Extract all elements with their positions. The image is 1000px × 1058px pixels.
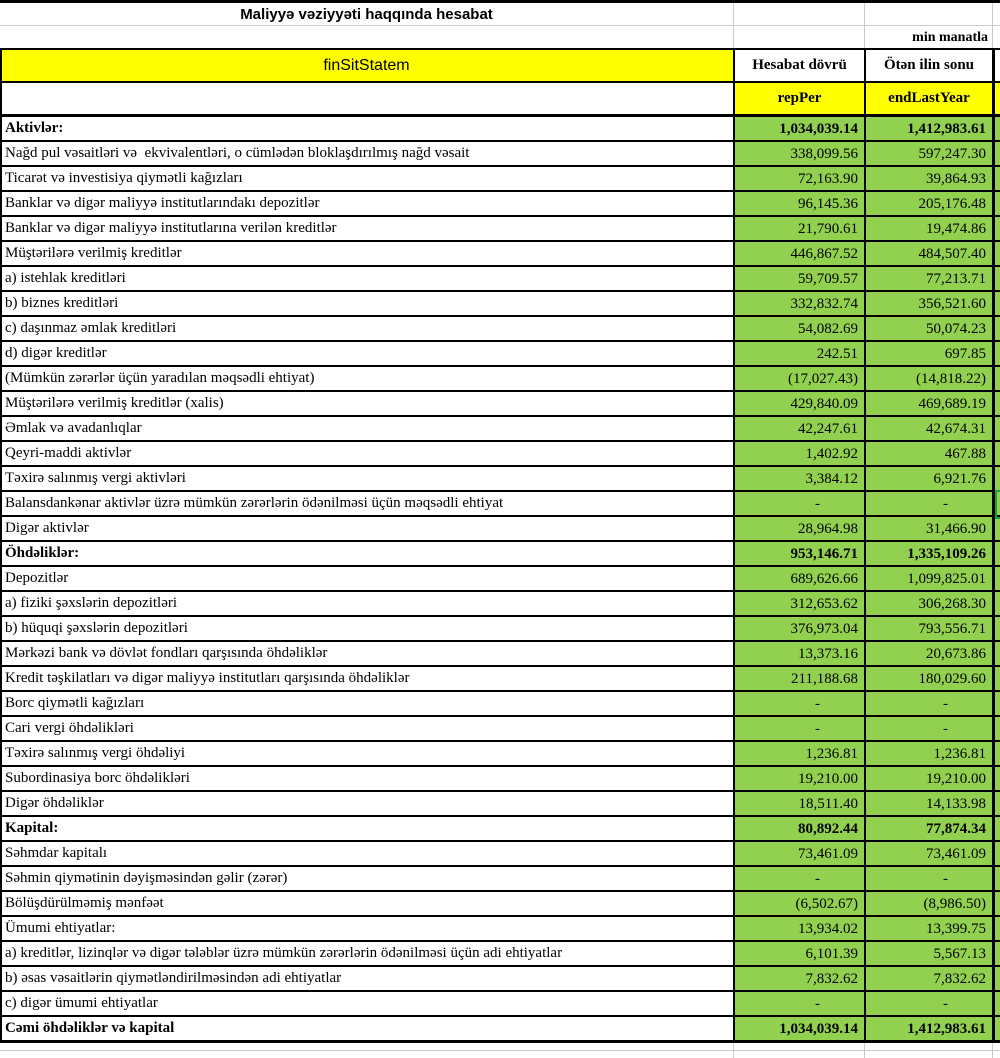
edge-sliver bbox=[992, 842, 1000, 865]
table-row bbox=[0, 942, 1000, 967]
row-label-cell[interactable]: Digər aktivlər bbox=[5, 520, 89, 536]
table-row bbox=[0, 442, 1000, 467]
code-row bbox=[0, 83, 1000, 117]
table-row bbox=[0, 592, 1000, 617]
row-label-cell[interactable]: Ticarət və investisiya qiymətli kağızları bbox=[5, 170, 243, 186]
col-header-report-period[interactable]: Hesabat dövrü bbox=[733, 50, 864, 81]
row-label-cell[interactable]: Bölüşdürülməmiş mənfəət bbox=[5, 895, 164, 911]
edge-sliver bbox=[992, 317, 1000, 340]
value-cell-report-period[interactable]: 1,034,039.14 bbox=[733, 117, 864, 140]
value-cell-end-last-year[interactable]: - bbox=[864, 692, 992, 715]
value-cell-end-last-year[interactable]: 20,673.86 bbox=[864, 642, 992, 665]
value-cell-report-period[interactable]: 3,384.12 bbox=[733, 467, 864, 490]
edge-sliver bbox=[992, 667, 1000, 690]
edge-sliver bbox=[992, 967, 1000, 990]
table-row bbox=[0, 417, 1000, 442]
table-row bbox=[0, 117, 1000, 142]
table-row bbox=[0, 792, 1000, 817]
table-row bbox=[0, 267, 1000, 292]
value-cell-report-period[interactable]: 72,163.90 bbox=[733, 167, 864, 190]
row-label-cell[interactable]: Cəmi öhdəliklər və kapital bbox=[5, 1020, 175, 1036]
table-row bbox=[0, 992, 1000, 1017]
value-cell-report-period[interactable]: (6,502.67) bbox=[733, 892, 864, 915]
table-row bbox=[0, 517, 1000, 542]
value-cell-end-last-year[interactable]: 14,133.98 bbox=[864, 792, 992, 815]
edge-sliver bbox=[992, 992, 1000, 1015]
table-row bbox=[0, 542, 1000, 567]
empty-cell bbox=[0, 83, 733, 114]
row-label-cell[interactable]: Müştərilərə verilmiş kreditlər (xalis) bbox=[5, 395, 224, 411]
gridline bbox=[733, 3, 864, 25]
edge-sliver bbox=[992, 192, 1000, 215]
value-cell-end-last-year[interactable]: 19,210.00 bbox=[864, 767, 992, 790]
col-header-end-last-year[interactable]: Ötən ilin sonu bbox=[864, 50, 992, 81]
form-code-cell[interactable]: finSitStatem bbox=[0, 50, 733, 81]
value-cell-report-period[interactable]: 332,832.74 bbox=[733, 292, 864, 315]
row-label-cell[interactable]: Ümumi ehtiyatlar: bbox=[5, 920, 116, 936]
edge-sliver bbox=[992, 817, 1000, 840]
code-end-last-year[interactable]: endLastYear bbox=[864, 83, 992, 114]
table-row bbox=[0, 167, 1000, 192]
value-cell-report-period[interactable]: 242.51 bbox=[733, 342, 864, 365]
edge-sliver bbox=[992, 142, 1000, 165]
gridline bbox=[992, 3, 1000, 25]
value-cell-report-period[interactable]: 13,373.16 bbox=[733, 642, 864, 665]
table-row bbox=[0, 767, 1000, 792]
table-left-border bbox=[0, 48, 2, 1043]
edge-sliver bbox=[992, 892, 1000, 915]
table-row bbox=[0, 567, 1000, 592]
row-label-cell[interactable]: b) hüquqi şəxslərin depozitləri bbox=[5, 620, 188, 636]
edge-sliver bbox=[992, 567, 1000, 590]
value-cell-end-last-year[interactable]: (14,818.22) bbox=[864, 367, 992, 390]
edge-sliver bbox=[992, 267, 1000, 290]
row-label-cell[interactable]: Digər öhdəliklər bbox=[5, 795, 104, 811]
table-row bbox=[0, 867, 1000, 892]
value-cell-end-last-year[interactable]: 180,029.60 bbox=[864, 667, 992, 690]
value-cell-end-last-year[interactable]: - bbox=[864, 992, 992, 1015]
table-row bbox=[0, 717, 1000, 742]
value-cell-report-period[interactable]: 19,210.00 bbox=[733, 767, 864, 790]
row-label-cell[interactable]: Əmlak və avadanlıqlar bbox=[5, 420, 142, 436]
value-cell-report-period[interactable]: 6,101.39 bbox=[733, 942, 864, 965]
value-cell-end-last-year[interactable]: 77,213.71 bbox=[864, 267, 992, 290]
table-row bbox=[0, 892, 1000, 917]
edge-sliver bbox=[992, 867, 1000, 890]
row-label-cell[interactable]: Depozitlər bbox=[5, 570, 69, 586]
row-label-cell[interactable]: Səhmdar kapitalı bbox=[5, 845, 108, 861]
value-cell-end-last-year[interactable]: 469,689.19 bbox=[864, 392, 992, 415]
code-report-period[interactable]: repPer bbox=[733, 83, 864, 114]
edge-sliver bbox=[992, 442, 1000, 465]
value-cell-end-last-year[interactable]: 6,921.76 bbox=[864, 467, 992, 490]
value-cell-report-period[interactable]: - bbox=[733, 492, 864, 515]
table-row bbox=[0, 692, 1000, 717]
table-row bbox=[0, 392, 1000, 417]
row-label-cell[interactable]: Borc qiymətli kağızları bbox=[5, 695, 145, 711]
value-cell-end-last-year[interactable]: 31,466.90 bbox=[864, 517, 992, 540]
value-cell-report-period[interactable]: 13,934.02 bbox=[733, 917, 864, 940]
row-label-cell[interactable]: Qeyri-maddi aktivlər bbox=[5, 445, 132, 461]
row-label-cell[interactable]: Təxirə salınmış vergi öhdəliyi bbox=[5, 745, 186, 761]
value-cell-report-period[interactable]: 21,790.61 bbox=[733, 217, 864, 240]
value-cell-end-last-year[interactable]: 39,864.93 bbox=[864, 167, 992, 190]
value-cell-report-period[interactable]: 59,709.57 bbox=[733, 267, 864, 290]
row-label-cell[interactable]: Səhmin qiymətinin dəyişməsindən gəlir (zərər) bbox=[5, 870, 288, 886]
table-row bbox=[0, 492, 1000, 517]
value-cell-end-last-year[interactable]: 467.88 bbox=[864, 442, 992, 465]
value-cell-end-last-year[interactable]: 484,507.40 bbox=[864, 242, 992, 265]
row-label-cell[interactable]: Müştərilərə verilmiş kreditlər bbox=[5, 245, 182, 261]
value-cell-report-period[interactable]: 1,402.92 bbox=[733, 442, 864, 465]
value-cell-end-last-year[interactable]: 77,874.34 bbox=[864, 817, 992, 840]
edge-sliver bbox=[992, 792, 1000, 815]
row-label-cell[interactable]: a) kreditlər, lizinqlər və digər tələblər üzrə mümkün zərərlərin ödənilməsi üçün adi ehtiyatlar bbox=[5, 945, 563, 961]
edge-sliver bbox=[992, 592, 1000, 615]
value-cell-end-last-year[interactable]: 793,556.71 bbox=[864, 617, 992, 640]
value-cell-report-period[interactable]: 429,840.09 bbox=[733, 392, 864, 415]
row-label-cell[interactable]: a) istehlak kreditləri bbox=[5, 270, 126, 286]
edge-sliver bbox=[992, 1017, 1000, 1040]
table-row bbox=[0, 642, 1000, 667]
table-row bbox=[0, 142, 1000, 167]
report-title[interactable]: Maliyyə vəziyyəti haqqında hesabat bbox=[240, 5, 493, 23]
edge-sliver bbox=[992, 467, 1000, 490]
value-cell-report-period[interactable]: (17,027.43) bbox=[733, 367, 864, 390]
value-cell-end-last-year[interactable]: 19,474.86 bbox=[864, 217, 992, 240]
table-row bbox=[0, 242, 1000, 267]
selection-outline bbox=[995, 490, 1000, 519]
value-cell-report-period[interactable]: 96,145.36 bbox=[733, 192, 864, 215]
table-row bbox=[0, 192, 1000, 217]
value-cell-report-period[interactable]: 689,626.66 bbox=[733, 567, 864, 590]
gridline bbox=[864, 3, 992, 25]
row-label-cell[interactable]: Öhdəliklər: bbox=[5, 545, 80, 561]
value-cell-end-last-year[interactable]: 13,399.75 bbox=[864, 917, 992, 940]
value-cell-end-last-year[interactable]: 1,335,109.26 bbox=[864, 542, 992, 565]
row-label-cell[interactable]: b) əsas vəsaitlərin qiymətləndirilməsindən adi ehtiyatlar bbox=[5, 970, 342, 986]
row-label-cell[interactable]: b) biznes kreditləri bbox=[5, 295, 119, 311]
edge-sliver bbox=[992, 717, 1000, 740]
row-label-cell[interactable]: Balansdankənar aktivlər üzrə mümkün zərərlərin ödənilməsi üçün məqsədli ehtiyat bbox=[5, 495, 504, 511]
edge-sliver bbox=[992, 917, 1000, 940]
value-cell-report-period[interactable]: - bbox=[733, 992, 864, 1015]
row-label-cell[interactable]: (Mümkün zərərlər üçün yaradılan məqsədli ehtiyat) bbox=[5, 370, 315, 386]
edge-sliver bbox=[992, 642, 1000, 665]
row-label-cell[interactable]: a) fiziki şəxslərin depozitləri bbox=[5, 595, 178, 611]
edge-sliver bbox=[992, 542, 1000, 565]
table-row bbox=[0, 967, 1000, 992]
value-cell-end-last-year[interactable]: (8,986.50) bbox=[864, 892, 992, 915]
gridline bbox=[992, 26, 1000, 48]
table-row bbox=[0, 742, 1000, 767]
edge-sliver bbox=[992, 742, 1000, 765]
row-label-cell[interactable]: Banklar və digər maliyyə institutlarındakı depozitlər bbox=[5, 195, 320, 211]
row-label-cell[interactable]: Təxirə salınmış vergi aktivləri bbox=[5, 470, 186, 486]
value-cell-report-period[interactable]: 1,034,039.14 bbox=[733, 1017, 864, 1040]
edge-sliver bbox=[992, 517, 1000, 540]
value-cell-report-period[interactable]: - bbox=[733, 717, 864, 740]
unit-row bbox=[0, 26, 1000, 48]
row-label-cell[interactable]: Kapital: bbox=[5, 820, 59, 836]
edge-sliver bbox=[992, 617, 1000, 640]
row-label-cell[interactable]: Mərkəzi bank və dövlət fondları qarşısında öhdəliklər bbox=[5, 645, 328, 661]
empty-cell bbox=[0, 26, 733, 48]
value-cell-report-period[interactable]: 312,653.62 bbox=[733, 592, 864, 615]
value-cell-end-last-year[interactable]: 205,176.48 bbox=[864, 192, 992, 215]
table-row bbox=[0, 317, 1000, 342]
row-label-cell[interactable]: Nağd pul vəsaitləri və ekvivalentləri, o cümlədən bloklaşdırılmış nağd vəsait bbox=[5, 145, 470, 161]
value-cell-report-period[interactable]: 28,964.98 bbox=[733, 517, 864, 540]
row-label-cell[interactable]: Banklar və digər maliyyə institutlarına verilən kreditlər bbox=[5, 220, 337, 236]
table-row bbox=[0, 217, 1000, 242]
value-cell-report-period[interactable]: 446,867.52 bbox=[733, 242, 864, 265]
value-cell-end-last-year[interactable]: 5,567.13 bbox=[864, 942, 992, 965]
value-cell-report-period[interactable]: 54,082.69 bbox=[733, 317, 864, 340]
value-cell-report-period[interactable]: 211,188.68 bbox=[733, 667, 864, 690]
table-body bbox=[0, 117, 1000, 1043]
unit-note[interactable]: min manatla bbox=[864, 26, 992, 48]
value-cell-end-last-year[interactable]: 7,832.62 bbox=[864, 967, 992, 990]
value-cell-report-period[interactable]: 338,099.56 bbox=[733, 142, 864, 165]
edge-sliver bbox=[992, 83, 1000, 114]
value-cell-end-last-year[interactable]: 356,521.60 bbox=[864, 292, 992, 315]
value-cell-end-last-year[interactable]: - bbox=[864, 867, 992, 890]
row-label-cell[interactable]: Subordinasiya borc öhdəlikləri bbox=[5, 770, 190, 786]
row-label-cell[interactable]: d) digər kreditlər bbox=[5, 345, 107, 361]
value-cell-report-period[interactable]: 376,973.04 bbox=[733, 617, 864, 640]
value-cell-report-period[interactable]: 1,236.81 bbox=[733, 742, 864, 765]
table-row bbox=[0, 342, 1000, 367]
value-cell-report-period[interactable]: 7,832.62 bbox=[733, 967, 864, 990]
edge-sliver bbox=[992, 367, 1000, 390]
value-cell-end-last-year[interactable]: 73,461.09 bbox=[864, 842, 992, 865]
edge-sliver bbox=[992, 692, 1000, 715]
edge-sliver bbox=[992, 342, 1000, 365]
value-cell-end-last-year[interactable]: 597,247.30 bbox=[864, 142, 992, 165]
value-cell-report-period[interactable]: 18,511.40 bbox=[733, 792, 864, 815]
financial-table bbox=[0, 48, 1000, 1043]
value-cell-report-period[interactable]: 73,461.09 bbox=[733, 842, 864, 865]
table-header-row bbox=[0, 48, 1000, 83]
table-row bbox=[0, 367, 1000, 392]
table-row bbox=[0, 292, 1000, 317]
edge-sliver bbox=[992, 167, 1000, 190]
edge-sliver bbox=[992, 117, 1000, 140]
value-cell-report-period[interactable]: - bbox=[733, 692, 864, 715]
table-row bbox=[0, 667, 1000, 692]
edge-sliver bbox=[992, 50, 1000, 81]
edge-sliver bbox=[992, 417, 1000, 440]
table-row bbox=[0, 817, 1000, 842]
table-row bbox=[0, 617, 1000, 642]
value-cell-report-period[interactable]: 42,247.61 bbox=[733, 417, 864, 440]
edge-sliver bbox=[992, 242, 1000, 265]
edge-sliver bbox=[992, 217, 1000, 240]
gridline bbox=[0, 1050, 1000, 1051]
table-row bbox=[0, 917, 1000, 942]
value-cell-end-last-year[interactable]: 42,674.31 bbox=[864, 417, 992, 440]
title-row bbox=[0, 3, 1000, 26]
row-label-cell[interactable]: Aktivlər: bbox=[5, 120, 64, 136]
value-cell-end-last-year[interactable]: 1,412,983.61 bbox=[864, 1017, 992, 1040]
empty-cell bbox=[733, 26, 864, 48]
table-row bbox=[0, 842, 1000, 867]
row-label-cell[interactable]: Cari vergi öhdəlikləri bbox=[5, 720, 134, 736]
table-row bbox=[0, 1017, 1000, 1043]
value-cell-end-last-year[interactable]: 306,268.30 bbox=[864, 592, 992, 615]
edge-sliver bbox=[992, 292, 1000, 315]
value-cell-end-last-year[interactable]: - bbox=[864, 492, 992, 515]
value-cell-end-last-year[interactable]: 1,412,983.61 bbox=[864, 117, 992, 140]
table-row bbox=[0, 467, 1000, 492]
value-cell-report-period[interactable]: - bbox=[733, 867, 864, 890]
value-cell-end-last-year[interactable]: 1,236.81 bbox=[864, 742, 992, 765]
row-label-cell[interactable]: c) digər ümumi ehtiyatlar bbox=[5, 995, 158, 1011]
value-cell-end-last-year[interactable]: 50,074.23 bbox=[864, 317, 992, 340]
row-label-cell[interactable]: c) daşınmaz əmlak kreditləri bbox=[5, 320, 177, 336]
row-label-cell[interactable]: Kredit təşkilatları və digər maliyyə institutları qarşısında öhdəliklər bbox=[5, 670, 410, 686]
value-cell-end-last-year[interactable]: 1,099,825.01 bbox=[864, 567, 992, 590]
edge-sliver bbox=[992, 767, 1000, 790]
value-cell-end-last-year[interactable]: - bbox=[864, 717, 992, 740]
value-cell-report-period[interactable]: 80,892.44 bbox=[733, 817, 864, 840]
edge-sliver bbox=[992, 392, 1000, 415]
edge-sliver bbox=[992, 942, 1000, 965]
value-cell-report-period[interactable]: 953,146.71 bbox=[733, 542, 864, 565]
value-cell-end-last-year[interactable]: 697.85 bbox=[864, 342, 992, 365]
